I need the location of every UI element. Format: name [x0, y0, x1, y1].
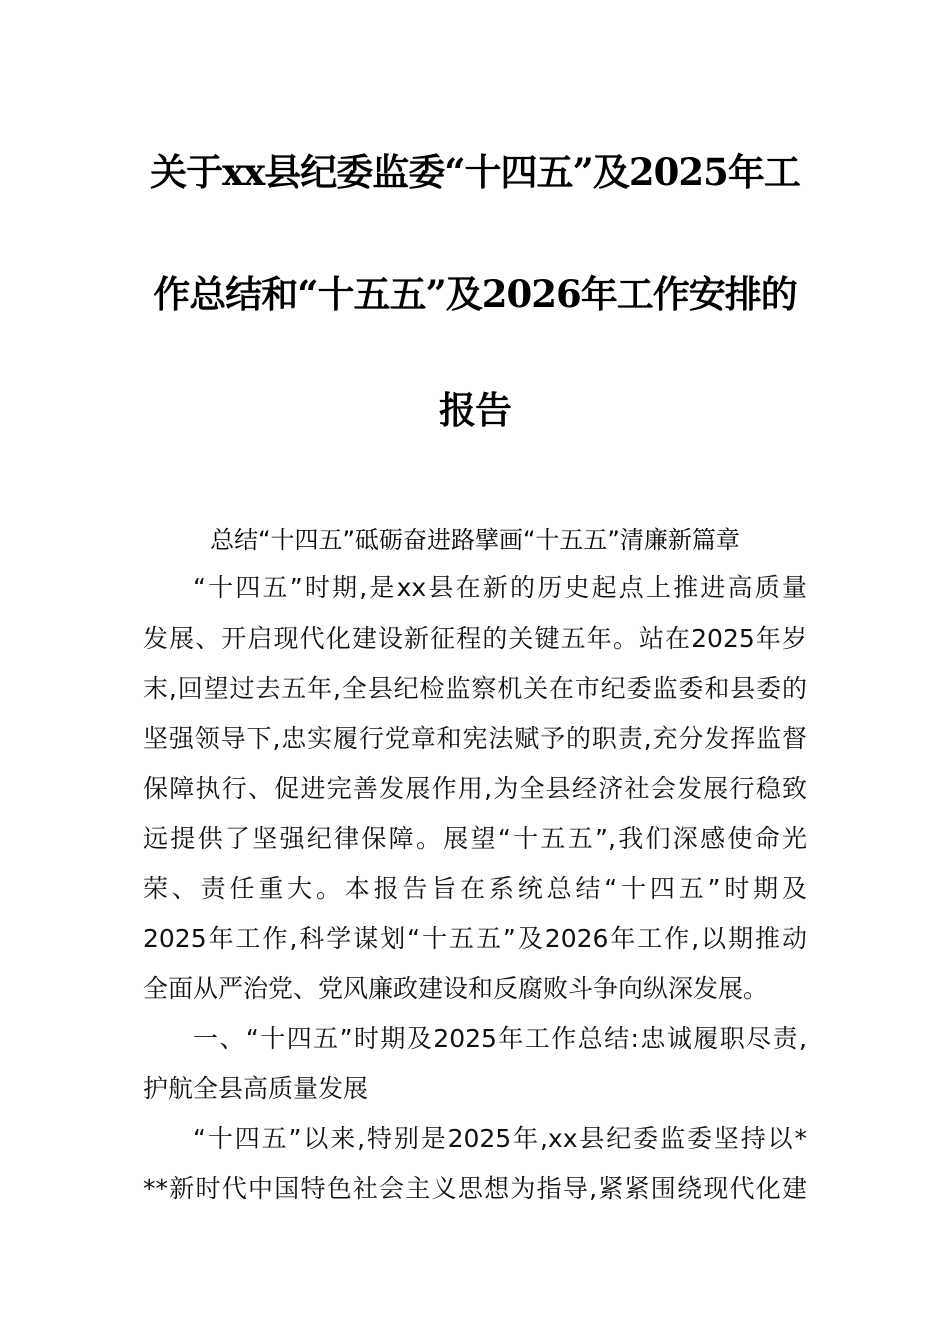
paragraph-1-line-2: 发展、开启现代化建设新征程的关键五年。站在2025年岁	[143, 624, 807, 653]
paragraph-3-line-1: “十四五”以来,特别是2025年,xx县纪委监委坚持以*	[193, 1124, 807, 1153]
document-title-line-3: 报告	[439, 388, 511, 432]
paragraph-1-line-4: 坚强领导下,忠实履行党章和宪法赋予的职责,充分发挥监督	[143, 724, 807, 753]
paragraph-1-line-7: 荣、责任重大。本报告旨在系统总结“十四五”时期及	[143, 874, 807, 903]
document-title-line-1: 关于xx县纪委监委“十四五”及2025年工	[150, 150, 800, 194]
document-title-line-2: 作总结和“十五五”及2026年工作安排的	[153, 272, 797, 316]
paragraph-1-line-1: “十四五”时期,是xx县在新的历史起点上推进高质量	[193, 573, 807, 602]
section-heading-line-2: 护航全县高质量发展	[143, 1074, 369, 1103]
paragraph-1-line-3: 末,回望过去五年,全县纪检监察机关在市纪委监委和县委的	[143, 674, 807, 703]
paragraph-1-line-6: 远提供了坚强纪律保障。展望“十五五”,我们深感使命光	[143, 824, 807, 853]
paragraph-1-line-9: 全面从严治党、党风廉政建设和反腐败斗争向纵深发展。	[143, 974, 769, 1003]
paragraph-1-line-8: 2025年工作,科学谋划“十五五”及2026年工作,以期推动	[143, 924, 807, 953]
document-subtitle: 总结“十四五”砥砺奋进路擘画“十五五”清廉新篇章	[210, 526, 740, 554]
section-heading-line-1: 一、“十四五”时期及2025年工作总结:忠诚履职尽责,	[193, 1024, 807, 1053]
paragraph-1-line-5: 保障执行、促进完善发展作用,为全县经济社会发展行稳致	[143, 774, 807, 803]
paragraph-3-line-2: **新时代中国特色社会主义思想为指导,紧紧围绕现代化建	[143, 1174, 807, 1203]
